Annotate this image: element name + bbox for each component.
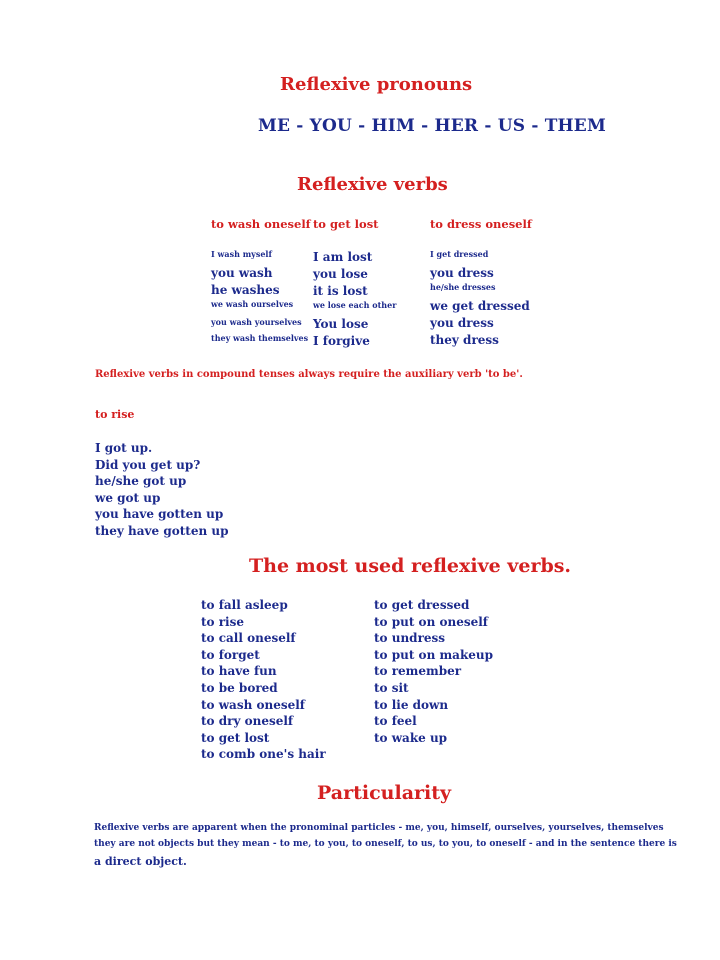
list-item: to have fun: [201, 664, 277, 679]
rise-row: he/she got up: [95, 474, 187, 489]
conjugation-column-lost: [313, 249, 396, 350]
list-item: to feel: [374, 714, 417, 729]
conjugation-column-dress: [430, 249, 530, 349]
conjugation-row: he/she dresses: [430, 282, 496, 292]
paragraph-line: Reflexive verbs are apparent when the pronominal particles - me, you, himself, ourselves, yourselves, themselves: [94, 823, 664, 833]
page-title: Reflexive pronouns: [280, 74, 473, 95]
paragraph-line: they are not objects but they mean - to me, to you, to oneself, to us, to you, to oneself - and in the sentence there is: [94, 839, 677, 849]
particularity-title: Particularity: [317, 782, 452, 804]
list-item: to call oneself: [201, 631, 296, 646]
conjugation-row: you dress: [430, 316, 494, 330]
conjugation-row: it is lost: [313, 284, 368, 298]
verbs-title: Reflexive verbs: [297, 174, 448, 195]
conjugation-row: they dress: [430, 333, 499, 347]
list-item: to dry oneself: [201, 714, 294, 729]
compound-tense-note: Reflexive verbs in compound tenses always require the auxiliary verb 'to be'.: [95, 369, 523, 380]
conjugation-row: we lose each other: [313, 300, 397, 310]
rise-row: Did you get up?: [95, 457, 201, 472]
rise-conjugation: [95, 440, 228, 540]
conjugation-row: we wash ourselves: [211, 299, 294, 309]
conjugation-row: you wash yourselves: [211, 317, 302, 327]
conjugation-row: we get dressed: [430, 299, 530, 313]
rise-heading: to rise: [95, 408, 135, 421]
rise-row: I got up.: [95, 441, 153, 455]
list-item: to wake up: [374, 730, 448, 745]
rise-row: we got up: [95, 490, 161, 505]
conjugation-row: they wash themselves: [211, 333, 309, 343]
list-item: to comb one's hair: [201, 747, 326, 762]
conjugation-row: I am lost: [313, 250, 373, 264]
list-item: to put on oneself: [374, 614, 488, 629]
conjugation-row: I forgive: [313, 334, 370, 348]
list-item: to rise: [201, 614, 244, 629]
column-heading-wash: to wash oneself: [211, 217, 311, 231]
most-used-left-list: [201, 597, 326, 763]
conjugation-row: You lose: [313, 317, 369, 331]
pronoun-list: ME - YOU - HIM - HER - US - THEM: [258, 116, 606, 136]
conjugation-row: I get dressed: [430, 249, 489, 259]
column-heading-dress: to dress oneself: [430, 217, 532, 231]
conjugation-row: you wash: [211, 266, 273, 280]
list-item: to wash oneself: [201, 697, 305, 712]
column-heading-lost: to get lost: [313, 217, 379, 231]
list-item: to put on makeup: [374, 647, 494, 662]
list-item: to forget: [201, 647, 260, 662]
conjugation-column-wash: [211, 249, 308, 349]
rise-row: they have gotten up: [95, 523, 229, 538]
conjugation-row: I wash myself: [211, 249, 272, 259]
rise-row: you have gotten up: [95, 507, 224, 522]
list-item: to sit: [374, 680, 409, 695]
conjugation-row: he washes: [211, 283, 280, 297]
list-item: to undress: [374, 631, 446, 646]
most-used-title: The most used reflexive verbs.: [249, 555, 572, 577]
list-item: to fall asleep: [201, 598, 288, 612]
list-item: to get dressed: [374, 598, 470, 612]
list-item: to get lost: [201, 730, 270, 745]
list-item: to be bored: [201, 680, 278, 695]
list-item: to lie down: [374, 697, 449, 712]
conjugation-row: you dress: [430, 266, 494, 280]
conjugation-row: you lose: [313, 267, 368, 281]
list-item: to remember: [374, 664, 462, 679]
particularity-paragraph: [94, 820, 677, 872]
paragraph-line: a direct object.: [94, 855, 187, 868]
most-used-right-list: [374, 597, 493, 746]
